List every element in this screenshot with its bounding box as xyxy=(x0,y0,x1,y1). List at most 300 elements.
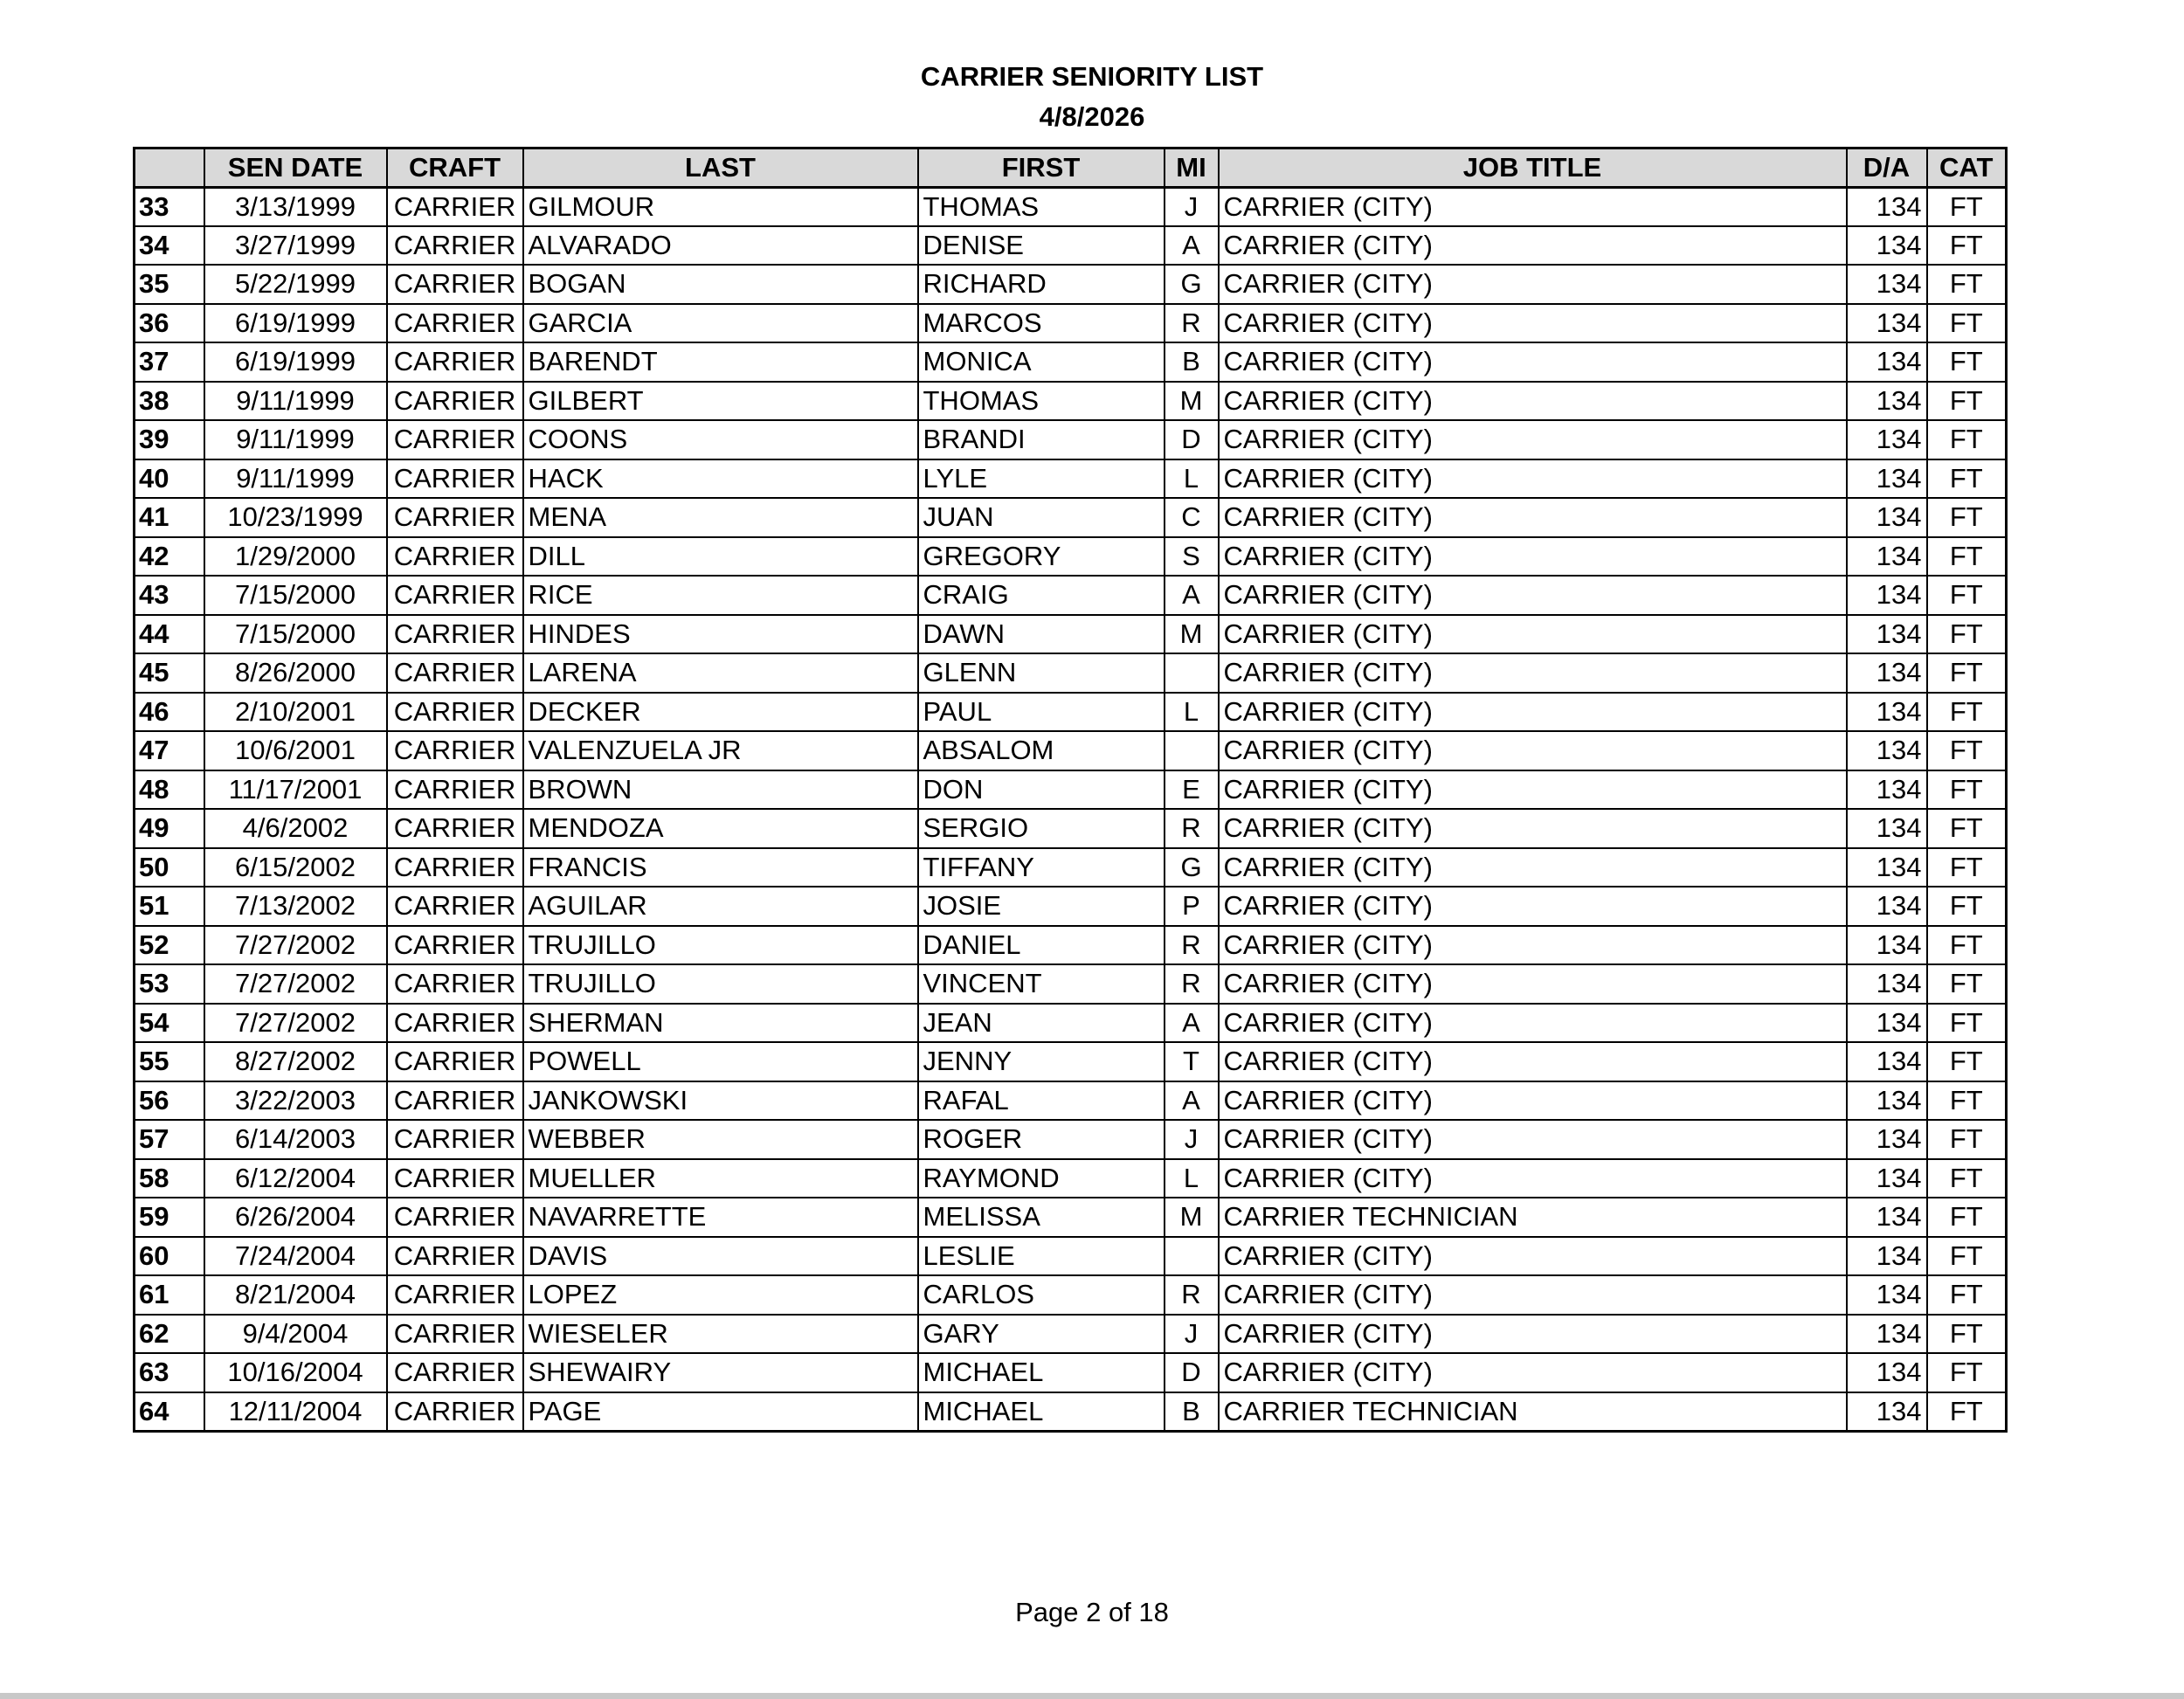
cell-sen-date: 3/27/1999 xyxy=(204,226,387,266)
table-row xyxy=(135,1198,2007,1237)
cell-craft: CARRIER xyxy=(387,964,523,1004)
cell-job-title: CARRIER (CITY) xyxy=(1219,265,1847,304)
cell-rank: 45 xyxy=(135,653,204,693)
cell-first: LYLE xyxy=(918,459,1165,499)
cell-cat: FT xyxy=(1927,1120,2007,1159)
cell-craft: CARRIER xyxy=(387,187,523,226)
cell-job-title: CARRIER (CITY) xyxy=(1219,342,1847,382)
cell-mi: T xyxy=(1165,1042,1219,1081)
cell-sen-date: 7/27/2002 xyxy=(204,1004,387,1043)
cell-mi: D xyxy=(1165,420,1219,459)
cell-last: MUELLER xyxy=(523,1159,918,1198)
cell-sen-date: 10/16/2004 xyxy=(204,1353,387,1392)
cell-last: TRUJILLO xyxy=(523,964,918,1004)
table-row xyxy=(135,1081,2007,1121)
cell-craft: CARRIER xyxy=(387,537,523,577)
cell-first: MICHAEL xyxy=(918,1353,1165,1392)
cell-first: THOMAS xyxy=(918,187,1165,226)
cell-mi: C xyxy=(1165,498,1219,537)
cell-sen-date: 7/15/2000 xyxy=(204,615,387,654)
cell-first: GLENN xyxy=(918,653,1165,693)
cell-job-title: CARRIER (CITY) xyxy=(1219,848,1847,887)
cell-last: BARENDT xyxy=(523,342,918,382)
bottom-divider xyxy=(0,1693,2184,1699)
cell-job-title: CARRIER (CITY) xyxy=(1219,926,1847,965)
table-row xyxy=(135,420,2007,459)
cell-cat: FT xyxy=(1927,304,2007,343)
cell-mi: L xyxy=(1165,693,1219,732)
cell-mi: A xyxy=(1165,1004,1219,1043)
cell-first: DON xyxy=(918,770,1165,810)
cell-job-title: CARRIER (CITY) xyxy=(1219,1237,1847,1276)
cell-mi: B xyxy=(1165,342,1219,382)
cell-mi: R xyxy=(1165,1275,1219,1315)
table-row xyxy=(135,342,2007,382)
cell-last: DECKER xyxy=(523,693,918,732)
cell-first: CRAIG xyxy=(918,576,1165,615)
cell-first: PAUL xyxy=(918,693,1165,732)
cell-cat: FT xyxy=(1927,342,2007,382)
cell-first: GREGORY xyxy=(918,537,1165,577)
cell-last: BOGAN xyxy=(523,265,918,304)
cell-last: COONS xyxy=(523,420,918,459)
cell-job-title: CARRIER (CITY) xyxy=(1219,1042,1847,1081)
table-row xyxy=(135,653,2007,693)
table-row xyxy=(135,770,2007,810)
cell-sen-date: 5/22/1999 xyxy=(204,265,387,304)
cell-rank: 48 xyxy=(135,770,204,810)
cell-sen-date: 2/10/2001 xyxy=(204,693,387,732)
cell-mi: M xyxy=(1165,382,1219,421)
cell-craft: CARRIER xyxy=(387,1275,523,1315)
cell-sen-date: 7/13/2002 xyxy=(204,887,387,926)
cell-mi: J xyxy=(1165,1120,1219,1159)
cell-rank: 36 xyxy=(135,304,204,343)
cell-first: DENISE xyxy=(918,226,1165,266)
cell-rank: 49 xyxy=(135,809,204,848)
cell-cat: FT xyxy=(1927,848,2007,887)
cell-mi: P xyxy=(1165,887,1219,926)
cell-sen-date: 3/22/2003 xyxy=(204,1081,387,1121)
cell-da: 134 xyxy=(1847,1081,1927,1121)
cell-job-title: CARRIER (CITY) xyxy=(1219,226,1847,266)
cell-da: 134 xyxy=(1847,265,1927,304)
cell-craft: CARRIER xyxy=(387,1120,523,1159)
document-title: CARRIER SENIORITY LIST xyxy=(920,61,1264,92)
cell-job-title: CARRIER (CITY) xyxy=(1219,887,1847,926)
cell-da: 134 xyxy=(1847,420,1927,459)
cell-job-title: CARRIER (CITY) xyxy=(1219,615,1847,654)
cell-da: 134 xyxy=(1847,498,1927,537)
cell-craft: CARRIER xyxy=(387,1353,523,1392)
table-row xyxy=(135,382,2007,421)
cell-last: BROWN xyxy=(523,770,918,810)
cell-da: 134 xyxy=(1847,342,1927,382)
cell-mi: S xyxy=(1165,537,1219,577)
cell-sen-date: 10/23/1999 xyxy=(204,498,387,537)
cell-rank: 50 xyxy=(135,848,204,887)
cell-rank: 55 xyxy=(135,1042,204,1081)
cell-job-title: CARRIER (CITY) xyxy=(1219,1353,1847,1392)
cell-craft: CARRIER xyxy=(387,926,523,965)
document-date: 4/8/2026 xyxy=(1039,101,1145,132)
header-sen-date: SEN DATE xyxy=(204,148,387,188)
cell-sen-date: 1/29/2000 xyxy=(204,537,387,577)
cell-sen-date: 6/14/2003 xyxy=(204,1120,387,1159)
table-row xyxy=(135,731,2007,770)
cell-sen-date: 9/4/2004 xyxy=(204,1315,387,1354)
cell-craft: CARRIER xyxy=(387,1159,523,1198)
cell-rank: 60 xyxy=(135,1237,204,1276)
cell-da: 134 xyxy=(1847,1159,1927,1198)
cell-cat: FT xyxy=(1927,1315,2007,1354)
cell-craft: CARRIER xyxy=(387,459,523,499)
cell-last: TRUJILLO xyxy=(523,926,918,965)
table-row xyxy=(135,964,2007,1004)
cell-cat: FT xyxy=(1927,809,2007,848)
header-first: FIRST xyxy=(918,148,1165,188)
cell-rank: 42 xyxy=(135,537,204,577)
cell-mi: M xyxy=(1165,1198,1219,1237)
cell-first: JEAN xyxy=(918,1004,1165,1043)
cell-rank: 62 xyxy=(135,1315,204,1354)
cell-mi: R xyxy=(1165,926,1219,965)
cell-first: ABSALOM xyxy=(918,731,1165,770)
cell-craft: CARRIER xyxy=(387,1042,523,1081)
table-row xyxy=(135,1275,2007,1315)
cell-first: ROGER xyxy=(918,1120,1165,1159)
cell-cat: FT xyxy=(1927,265,2007,304)
cell-craft: CARRIER xyxy=(387,848,523,887)
table-row xyxy=(135,1315,2007,1354)
table-row xyxy=(135,1120,2007,1159)
cell-rank: 40 xyxy=(135,459,204,499)
cell-first: RAYMOND xyxy=(918,1159,1165,1198)
cell-first: DAWN xyxy=(918,615,1165,654)
cell-last: NAVARRETTE xyxy=(523,1198,918,1237)
cell-rank: 58 xyxy=(135,1159,204,1198)
cell-job-title: CARRIER (CITY) xyxy=(1219,1159,1847,1198)
cell-da: 134 xyxy=(1847,1198,1927,1237)
cell-job-title: CARRIER (CITY) xyxy=(1219,537,1847,577)
cell-cat: FT xyxy=(1927,1081,2007,1121)
cell-craft: CARRIER xyxy=(387,693,523,732)
cell-sen-date: 4/6/2002 xyxy=(204,809,387,848)
cell-rank: 61 xyxy=(135,1275,204,1315)
cell-craft: CARRIER xyxy=(387,420,523,459)
cell-craft: CARRIER xyxy=(387,265,523,304)
table-row xyxy=(135,498,2007,537)
cell-craft: CARRIER xyxy=(387,770,523,810)
cell-cat: FT xyxy=(1927,964,2007,1004)
cell-last: GILMOUR xyxy=(523,187,918,226)
cell-da: 134 xyxy=(1847,926,1927,965)
cell-mi: A xyxy=(1165,576,1219,615)
cell-last: GILBERT xyxy=(523,382,918,421)
cell-craft: CARRIER xyxy=(387,731,523,770)
table-row xyxy=(135,1353,2007,1392)
cell-cat: FT xyxy=(1927,1392,2007,1432)
table-row xyxy=(135,615,2007,654)
cell-job-title: CARRIER TECHNICIAN xyxy=(1219,1198,1847,1237)
cell-da: 134 xyxy=(1847,693,1927,732)
cell-cat: FT xyxy=(1927,1004,2007,1043)
cell-job-title: CARRIER (CITY) xyxy=(1219,1081,1847,1121)
cell-craft: CARRIER xyxy=(387,498,523,537)
cell-da: 134 xyxy=(1847,809,1927,848)
cell-da: 134 xyxy=(1847,1275,1927,1315)
cell-sen-date: 8/27/2002 xyxy=(204,1042,387,1081)
table-row xyxy=(135,576,2007,615)
cell-craft: CARRIER xyxy=(387,653,523,693)
cell-cat: FT xyxy=(1927,226,2007,266)
cell-mi: L xyxy=(1165,459,1219,499)
table-row xyxy=(135,887,2007,926)
cell-craft: CARRIER xyxy=(387,1392,523,1432)
cell-last: HACK xyxy=(523,459,918,499)
table-row xyxy=(135,187,2007,226)
cell-mi: D xyxy=(1165,1353,1219,1392)
cell-rank: 59 xyxy=(135,1198,204,1237)
header-craft: CRAFT xyxy=(387,148,523,188)
cell-rank: 46 xyxy=(135,693,204,732)
cell-rank: 37 xyxy=(135,342,204,382)
cell-craft: CARRIER xyxy=(387,342,523,382)
seniority-table xyxy=(133,147,2008,1433)
header-da: D/A xyxy=(1847,148,1927,188)
cell-da: 134 xyxy=(1847,459,1927,499)
cell-craft: CARRIER xyxy=(387,615,523,654)
header-job-title: JOB TITLE xyxy=(1219,148,1847,188)
cell-cat: FT xyxy=(1927,576,2007,615)
table-row xyxy=(135,809,2007,848)
cell-job-title: CARRIER (CITY) xyxy=(1219,964,1847,1004)
cell-craft: CARRIER xyxy=(387,576,523,615)
table-row xyxy=(135,1237,2007,1276)
table-row xyxy=(135,1159,2007,1198)
cell-last: DILL xyxy=(523,537,918,577)
cell-mi: A xyxy=(1165,226,1219,266)
cell-last: MENA xyxy=(523,498,918,537)
cell-last: JANKOWSKI xyxy=(523,1081,918,1121)
cell-craft: CARRIER xyxy=(387,1315,523,1354)
cell-first: JOSIE xyxy=(918,887,1165,926)
cell-sen-date: 6/12/2004 xyxy=(204,1159,387,1198)
cell-sen-date: 7/24/2004 xyxy=(204,1237,387,1276)
cell-craft: CARRIER xyxy=(387,1004,523,1043)
cell-mi: G xyxy=(1165,848,1219,887)
cell-cat: FT xyxy=(1927,693,2007,732)
cell-sen-date: 6/26/2004 xyxy=(204,1198,387,1237)
cell-sen-date: 9/11/1999 xyxy=(204,382,387,421)
cell-craft: CARRIER xyxy=(387,226,523,266)
cell-rank: 39 xyxy=(135,420,204,459)
cell-cat: FT xyxy=(1927,653,2007,693)
cell-rank: 52 xyxy=(135,926,204,965)
cell-cat: FT xyxy=(1927,498,2007,537)
cell-first: DANIEL xyxy=(918,926,1165,965)
cell-job-title: CARRIER (CITY) xyxy=(1219,1004,1847,1043)
cell-mi xyxy=(1165,653,1219,693)
cell-rank: 34 xyxy=(135,226,204,266)
table-row xyxy=(135,1042,2007,1081)
page-footer: Page 2 of 18 xyxy=(1015,1597,1169,1627)
cell-da: 134 xyxy=(1847,964,1927,1004)
cell-da: 134 xyxy=(1847,1392,1927,1432)
cell-last: PAGE xyxy=(523,1392,918,1432)
cell-mi: A xyxy=(1165,1081,1219,1121)
cell-cat: FT xyxy=(1927,1198,2007,1237)
cell-sen-date: 6/15/2002 xyxy=(204,848,387,887)
cell-rank: 51 xyxy=(135,887,204,926)
cell-cat: FT xyxy=(1927,770,2007,810)
cell-da: 134 xyxy=(1847,304,1927,343)
cell-first: TIFFANY xyxy=(918,848,1165,887)
cell-job-title: CARRIER (CITY) xyxy=(1219,1275,1847,1315)
cell-cat: FT xyxy=(1927,537,2007,577)
cell-da: 134 xyxy=(1847,226,1927,266)
cell-last: VALENZUELA JR xyxy=(523,731,918,770)
cell-rank: 56 xyxy=(135,1081,204,1121)
cell-sen-date: 6/19/1999 xyxy=(204,304,387,343)
cell-first: BRANDI xyxy=(918,420,1165,459)
cell-sen-date: 10/6/2001 xyxy=(204,731,387,770)
cell-da: 134 xyxy=(1847,1237,1927,1276)
header-rank xyxy=(135,148,204,188)
cell-job-title: CARRIER (CITY) xyxy=(1219,498,1847,537)
cell-mi: M xyxy=(1165,615,1219,654)
cell-cat: FT xyxy=(1927,187,2007,226)
cell-first: MELISSA xyxy=(918,1198,1165,1237)
cell-da: 134 xyxy=(1847,382,1927,421)
cell-job-title: CARRIER (CITY) xyxy=(1219,576,1847,615)
cell-last: GARCIA xyxy=(523,304,918,343)
cell-sen-date: 7/27/2002 xyxy=(204,926,387,965)
cell-rank: 63 xyxy=(135,1353,204,1392)
cell-first: MICHAEL xyxy=(918,1392,1165,1432)
cell-mi: B xyxy=(1165,1392,1219,1432)
cell-first: THOMAS xyxy=(918,382,1165,421)
cell-job-title: CARRIER (CITY) xyxy=(1219,653,1847,693)
cell-craft: CARRIER xyxy=(387,887,523,926)
cell-da: 134 xyxy=(1847,187,1927,226)
cell-first: JENNY xyxy=(918,1042,1165,1081)
cell-first: RAFAL xyxy=(918,1081,1165,1121)
cell-da: 134 xyxy=(1847,887,1927,926)
cell-first: VINCENT xyxy=(918,964,1165,1004)
cell-mi: J xyxy=(1165,187,1219,226)
cell-first: CARLOS xyxy=(918,1275,1165,1315)
cell-cat: FT xyxy=(1927,382,2007,421)
cell-last: WEBBER xyxy=(523,1120,918,1159)
cell-mi: G xyxy=(1165,265,1219,304)
cell-craft: CARRIER xyxy=(387,1081,523,1121)
cell-sen-date: 9/11/1999 xyxy=(204,459,387,499)
table-row xyxy=(135,1004,2007,1043)
cell-first: MARCOS xyxy=(918,304,1165,343)
cell-cat: FT xyxy=(1927,731,2007,770)
cell-cat: FT xyxy=(1927,615,2007,654)
cell-last: LARENA xyxy=(523,653,918,693)
cell-craft: CARRIER xyxy=(387,304,523,343)
header-cat: CAT xyxy=(1927,148,2007,188)
cell-first: JUAN xyxy=(918,498,1165,537)
cell-cat: FT xyxy=(1927,1353,2007,1392)
table-row xyxy=(135,926,2007,965)
cell-da: 134 xyxy=(1847,537,1927,577)
cell-first: SERGIO xyxy=(918,809,1165,848)
cell-mi: R xyxy=(1165,809,1219,848)
cell-job-title: CARRIER (CITY) xyxy=(1219,770,1847,810)
cell-rank: 33 xyxy=(135,187,204,226)
cell-rank: 35 xyxy=(135,265,204,304)
cell-cat: FT xyxy=(1927,420,2007,459)
table-row xyxy=(135,1392,2007,1432)
cell-da: 134 xyxy=(1847,1042,1927,1081)
cell-mi: E xyxy=(1165,770,1219,810)
header-last: LAST xyxy=(523,148,918,188)
cell-last: HINDES xyxy=(523,615,918,654)
cell-rank: 57 xyxy=(135,1120,204,1159)
cell-mi: R xyxy=(1165,304,1219,343)
cell-craft: CARRIER xyxy=(387,382,523,421)
cell-cat: FT xyxy=(1927,1237,2007,1276)
cell-da: 134 xyxy=(1847,1004,1927,1043)
cell-mi xyxy=(1165,1237,1219,1276)
cell-job-title: CARRIER (CITY) xyxy=(1219,693,1847,732)
cell-craft: CARRIER xyxy=(387,1198,523,1237)
cell-sen-date: 7/15/2000 xyxy=(204,576,387,615)
cell-rank: 43 xyxy=(135,576,204,615)
cell-rank: 64 xyxy=(135,1392,204,1432)
cell-job-title: CARRIER (CITY) xyxy=(1219,1315,1847,1354)
cell-sen-date: 8/21/2004 xyxy=(204,1275,387,1315)
cell-last: FRANCIS xyxy=(523,848,918,887)
cell-da: 134 xyxy=(1847,576,1927,615)
cell-sen-date: 11/17/2001 xyxy=(204,770,387,810)
cell-cat: FT xyxy=(1927,1042,2007,1081)
cell-rank: 41 xyxy=(135,498,204,537)
cell-last: WIESELER xyxy=(523,1315,918,1354)
cell-first: LESLIE xyxy=(918,1237,1165,1276)
cell-cat: FT xyxy=(1927,459,2007,499)
cell-mi: J xyxy=(1165,1315,1219,1354)
header-mi: MI xyxy=(1165,148,1219,188)
table-row xyxy=(135,265,2007,304)
cell-rank: 54 xyxy=(135,1004,204,1043)
cell-da: 134 xyxy=(1847,848,1927,887)
cell-last: MENDOZA xyxy=(523,809,918,848)
cell-da: 134 xyxy=(1847,770,1927,810)
cell-craft: CARRIER xyxy=(387,1237,523,1276)
cell-sen-date: 12/11/2004 xyxy=(204,1392,387,1432)
cell-da: 134 xyxy=(1847,731,1927,770)
cell-da: 134 xyxy=(1847,1120,1927,1159)
cell-da: 134 xyxy=(1847,1315,1927,1354)
cell-da: 134 xyxy=(1847,653,1927,693)
cell-rank: 44 xyxy=(135,615,204,654)
cell-cat: FT xyxy=(1927,926,2007,965)
table-row xyxy=(135,693,2007,732)
cell-last: DAVIS xyxy=(523,1237,918,1276)
cell-job-title: CARRIER (CITY) xyxy=(1219,1120,1847,1159)
cell-job-title: CARRIER (CITY) xyxy=(1219,809,1847,848)
cell-craft: CARRIER xyxy=(387,809,523,848)
cell-sen-date: 7/27/2002 xyxy=(204,964,387,1004)
cell-job-title: CARRIER (CITY) xyxy=(1219,187,1847,226)
cell-job-title: CARRIER (CITY) xyxy=(1219,382,1847,421)
table-row xyxy=(135,304,2007,343)
